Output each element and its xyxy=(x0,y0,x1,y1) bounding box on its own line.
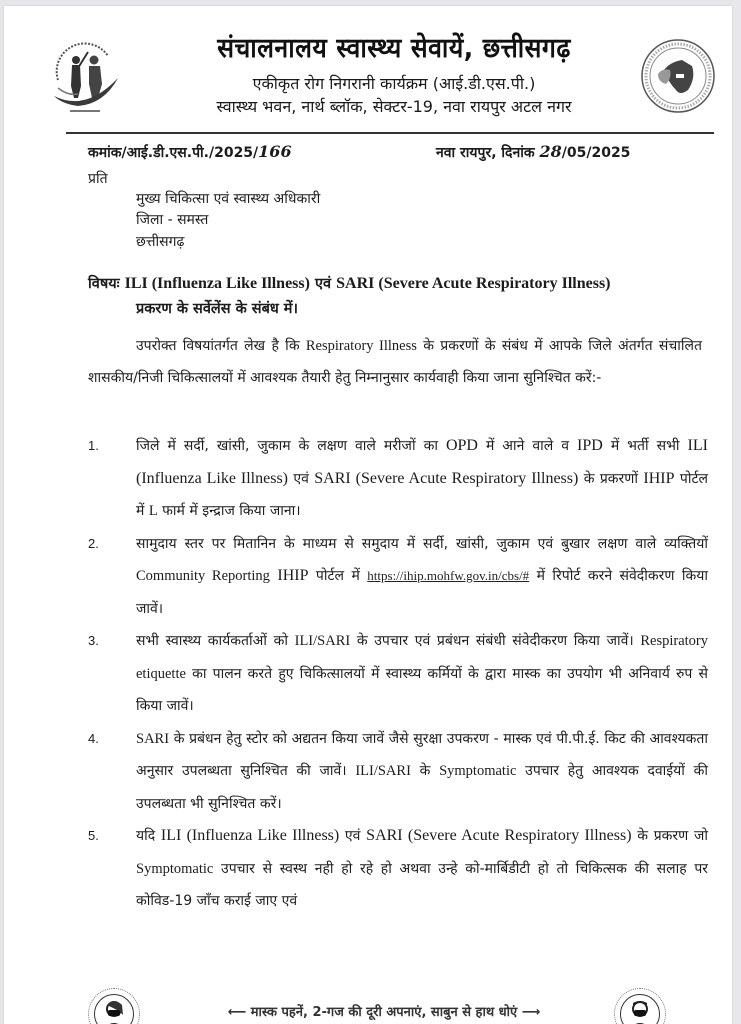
text-segment: IPD xyxy=(577,437,603,454)
recipient-label: प्रति xyxy=(88,171,108,187)
text-segment: उपचार हेतु आवश्यक दवाईयों की उपलब्धता भी सुनिश्चित करें। xyxy=(136,763,708,812)
recipient-line-3: छत्तीसगढ़ xyxy=(136,234,185,250)
intro-paragraph xyxy=(88,330,702,394)
text-segment: सभी स्वास्थ्य कार्यकर्ताओं को xyxy=(136,633,295,649)
text-segment: में भर्ती सभी xyxy=(602,438,688,454)
text-segment: Community Reporting xyxy=(136,568,270,584)
date-handwritten-day: 28 xyxy=(539,142,562,161)
text-segment: के प्रकरणों xyxy=(578,470,644,487)
list-item-text xyxy=(136,625,708,723)
recipient-line-2: जिला - समस्त xyxy=(136,212,209,228)
letterhead-program: एकीकृत रोग निगरानी कार्यक्रम (आई.डी.एस.पी.) xyxy=(252,74,536,93)
text-segment: IHIP xyxy=(277,567,309,584)
intro-text-2: के प्रकरणों के संबंध में आपके जिले अंतर्गत संचालित शासकीय/निजी चिकित्सालयों में आवश्यक तैयारी हेतु निम्नानुसार कार्यवाही किया जाना सुनिश्चित करें:- xyxy=(88,338,702,386)
list-item-5 xyxy=(88,820,708,918)
intro-text-en: Respiratory Illness xyxy=(305,338,417,354)
text-segment: SARI (Severe Acute Respiratory Illness) xyxy=(314,469,579,487)
list-item-1 xyxy=(88,430,708,528)
text-segment: सामुदाय स्तर पर मितानिन के माध्यम से समुदाय में सर्दी, खांसी, जुकाम एवं बुखार लक्षण वाले व्यक्तियों xyxy=(136,535,708,552)
subject-conj: एवं xyxy=(309,276,337,292)
text-segment: ILI/SARI xyxy=(294,633,351,649)
list-item-text xyxy=(136,820,708,918)
text-segment: जिले में सर्दी, खांसी, जुकाम के लक्षण वाले मरीजों का xyxy=(136,438,446,454)
list-number: 5. xyxy=(88,828,99,843)
reference-number xyxy=(88,142,292,162)
text-segment: एवं xyxy=(288,470,315,487)
chhattisgarh-emblem-icon xyxy=(48,38,124,116)
list-number: 4. xyxy=(88,730,99,746)
list-number: 1. xyxy=(88,438,99,453)
subject xyxy=(88,271,708,322)
text-segment: SARI xyxy=(136,730,170,747)
text-segment: यदि xyxy=(136,828,161,844)
list-number: 3. xyxy=(88,633,99,648)
idsp-emblem-icon xyxy=(640,38,716,114)
text-segment: एवं xyxy=(339,828,367,844)
list-item-4 xyxy=(88,723,708,821)
subject-sari: SARI (Severe Acute Respiratory Illness) xyxy=(336,275,611,292)
text-segment: के xyxy=(410,763,440,779)
footer-slogan: ⟵ मास्क पहनें, 2-गज की दूरी अपनाएं, साबुन से हाथ धोएं ⟶ xyxy=(227,1005,541,1020)
text-segment: पोर्टल में xyxy=(136,470,708,519)
text-segment: पोर्टल में xyxy=(308,568,368,584)
ihip-portal-link[interactable]: https://ihip.mohfw.gov.in/cbs/# xyxy=(367,568,530,583)
text-segment: में रिपोर्ट करने संवेदीकरण किया जावें। xyxy=(136,568,709,617)
footer xyxy=(4,984,732,1024)
reference-number-prefix: कमांक/आई.डी.एस.पी./2025/ xyxy=(88,145,259,161)
text-segment: L xyxy=(148,503,158,519)
text-segment: IHIP xyxy=(643,469,675,487)
text-segment: उपचार से स्वस्थ नही हो रहे हो अथवा उन्हे को-मार्बिडीटी हो तो चिकित्सक की सलाह पर कोविड-19 जाँच कराई जाए एवं xyxy=(136,860,708,909)
text-segment: OPD xyxy=(445,437,478,454)
letterhead-address: स्वास्थ्य भवन, नार्थ ब्लॉक, सेक्टर-19, नवा रायपुर अटल नगर xyxy=(216,97,572,116)
letterhead-divider xyxy=(66,132,714,134)
text-segment: में आने वाले व xyxy=(477,438,578,454)
subject-line-2: प्रकरण के सर्वेलेंस के संबंध में। xyxy=(136,301,298,317)
woman-with-mask-icon xyxy=(88,988,140,1024)
text-segment: Symptomatic xyxy=(439,763,517,779)
text-segment: ILI (Influenza Like Illness) xyxy=(160,827,340,844)
list-item-text xyxy=(136,430,708,528)
text-segment: के प्रबंधन हेतु स्टोर को अद्यतन किया जावें जैसे सुरक्षा उपकरण - मास्क एवं पी.पी.ई. किट की आवश्यकता अनुसार उपलब्धता सुनिश्चित की जावें। xyxy=(136,730,708,779)
text-segment: ILI (Influenza Like Illness) xyxy=(136,437,708,487)
date-suffix: /05/2025 xyxy=(561,145,631,161)
list-item-3 xyxy=(88,625,708,723)
list-item-2 xyxy=(88,528,708,626)
letter-page xyxy=(4,6,732,1024)
letterhead-title: संचालनालय स्वास्थ्य सेवायें, छत्तीसगढ़ xyxy=(217,33,571,64)
list-item-text xyxy=(136,528,708,626)
intro-text-1: उपरोक्त विषयांतर्गत लेख है कि xyxy=(136,338,306,354)
reference-date xyxy=(436,142,630,162)
instruction-list xyxy=(88,430,708,918)
reference-number-handwritten: 166 xyxy=(258,142,292,161)
text-segment: का पालन करते हुए चिकित्सालयों में स्वास्थ्य कर्मियों के द्वारा मास्क का उपयोग भी अनिवार्य रुप से किया जावें। xyxy=(136,665,708,714)
text-segment: Symptomatic xyxy=(136,860,214,877)
recipient-line-1: मुख्य चिकित्सा एवं स्वास्थ्य अधिकारी xyxy=(136,191,321,207)
text-segment: SARI (Severe Acute Respiratory Illness) xyxy=(366,827,632,844)
man-with-mask-icon xyxy=(614,988,666,1024)
date-prefix: नवा रायपुर, दिनांक xyxy=(436,145,540,161)
scan-edge xyxy=(732,0,741,1024)
text-segment: फार्म में इन्द्राज किया जाना। xyxy=(157,503,301,519)
text-segment: ILI/SARI xyxy=(355,763,411,779)
subject-ili: ILI (Influenza Like Illness) xyxy=(124,275,310,292)
list-number: 2. xyxy=(88,535,99,551)
list-item-text xyxy=(136,723,708,821)
text-segment: के उपचार एवं प्रबंधन संबंधी संवेदीकरण किया जावें। xyxy=(350,633,641,649)
text-segment: Respiratory etiquette xyxy=(136,633,708,682)
subject-label: विषयः xyxy=(88,276,125,292)
text-segment: के प्रकरण जो xyxy=(631,828,708,844)
